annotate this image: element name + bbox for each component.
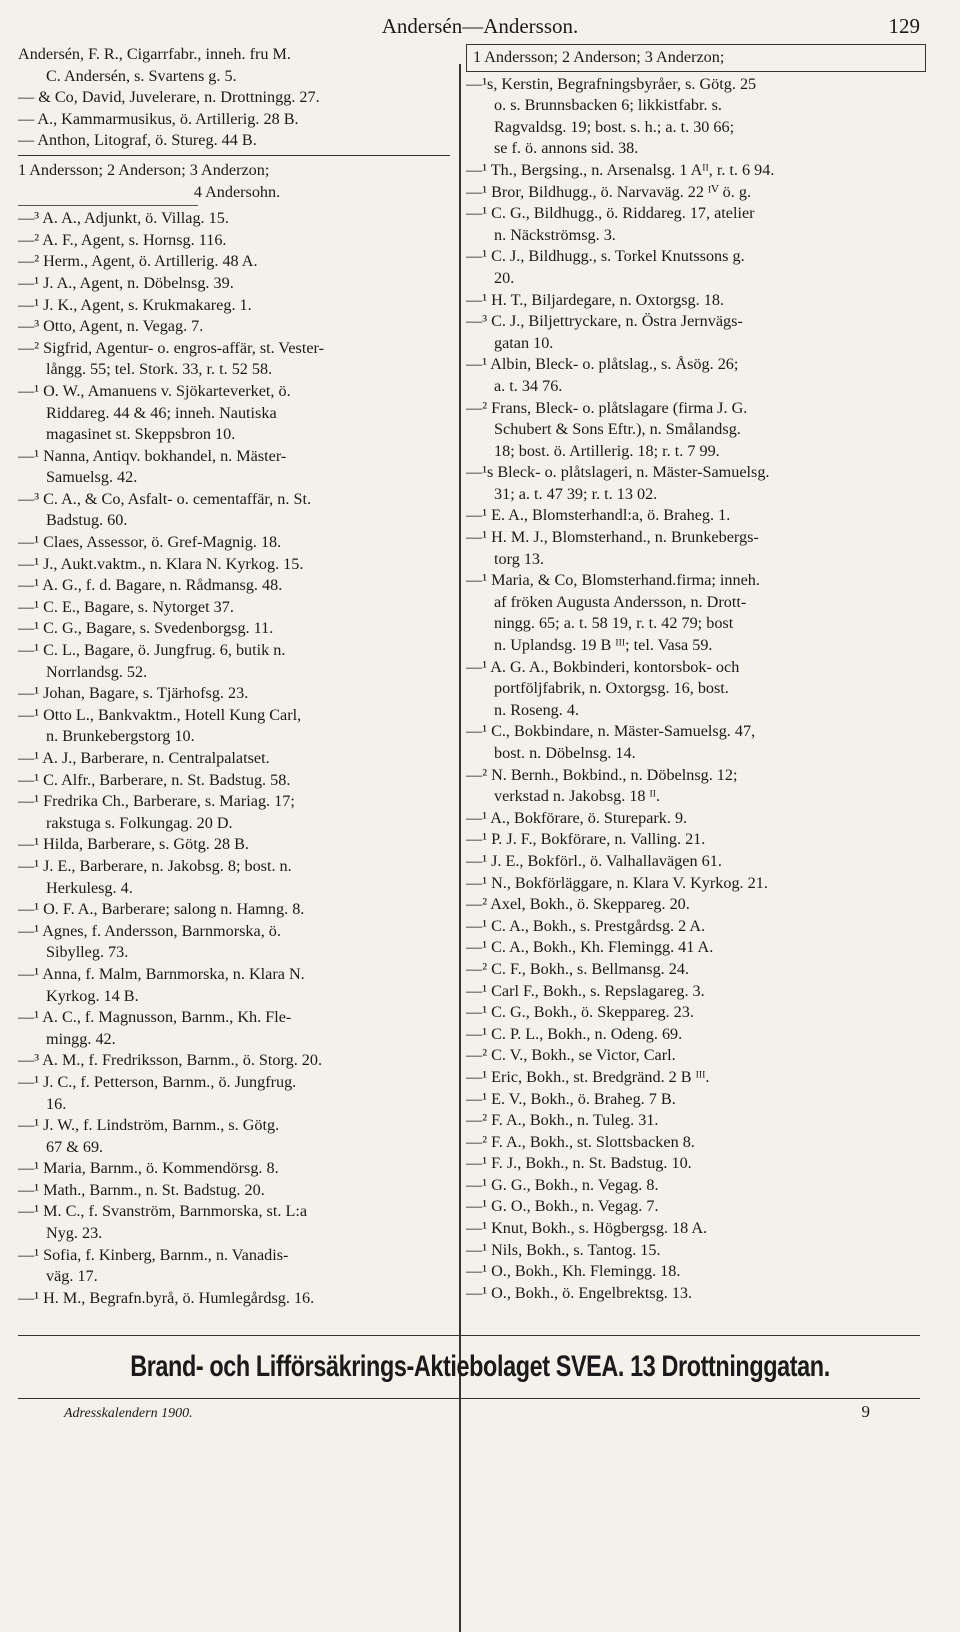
directory-entry: —¹ J. E., Barberare, n. Jakobsg. 8; bost. n.: [18, 856, 292, 875]
left-column: [18, 44, 456, 1309]
entry-continuation: n. Roseng. 4.: [494, 700, 579, 719]
directory-entry: —¹ E. V., Bokh., ö. Braheg. 7 B.: [466, 1089, 676, 1108]
directory-entry: —¹ Nanna, Antiqv. bokhandel, n. Mäster-: [18, 446, 287, 465]
entry-continuation: mingg. 42.: [46, 1029, 116, 1048]
directory-entry: —¹ P. J. F., Bokförare, n. Valling. 21.: [466, 830, 706, 849]
directory-entry: —¹ H. M., Begrafn.byrå, ö. Humlegårdsg. 16.: [18, 1288, 315, 1307]
directory-entry: —¹ C. J., Bildhugg., s. Torkel Knutssons g.: [466, 247, 745, 266]
footer-publication: Adresskalendern 1900.: [64, 1406, 193, 1421]
directory-entry: —² Axel, Bokh., ö. Skeppareg. 20.: [466, 895, 690, 914]
directory-entry: —² Frans, Bleck- o. plåtslagare (firma J. G.: [466, 398, 748, 417]
directory-entry: —¹ Agnes, f. Andersson, Barnmorska, ö.: [18, 921, 281, 940]
directory-entry: —¹ G. O., Bokh., n. Vegag. 7.: [466, 1197, 659, 1216]
entry-continuation: Herkulesg. 4.: [46, 878, 133, 897]
directory-entry: —¹ C. E., Bagare, s. Nytorget 37.: [18, 597, 234, 616]
directory-entry: —¹ A. J., Barberare, n. Centralpalatset.: [18, 749, 270, 767]
directory-entry: —¹ Fredrika Ch., Barberare, s. Mariag. 17;: [18, 792, 295, 811]
directory-entry: —¹ Maria, & Co, Blomsterhand.firma; inneh.: [466, 571, 760, 590]
directory-entry: —¹ O. F. A., Barberare; salong n. Hamng. 8.: [18, 900, 305, 919]
section-rule: [18, 155, 450, 156]
directory-entry: —¹ C. A., Bokh., Kh. Flemingg. 41 A.: [466, 938, 714, 957]
directory-entry: —¹ O. W., Amanuens v. Sjökarteverket, ö.: [18, 381, 291, 400]
page-title: Andersén—Andersson.: [381, 14, 579, 38]
directory-entry: —³ C. A., & Co, Asfalt- o. cementaffär, n. St.: [18, 489, 311, 508]
entry-continuation: långg. 55; tel. Stork. 33, r. t. 52 58.: [46, 360, 273, 379]
directory-entry: —² Sigfrid, Agentur- o. engros-affär, st. Vester-: [18, 338, 324, 357]
directory-entry: —¹s, Kerstin, Begrafningsbyråer, s. Götg. 25: [466, 74, 757, 93]
directory-entry: —¹ J. C., f. Petterson, Barnm., ö. Jungfrug.: [18, 1072, 297, 1091]
directory-entry: —¹ N., Bokförläggare, n. Klara V. Kyrkog. 21.: [466, 873, 768, 892]
directory-entry: —¹ H. M. J., Blomsterhand., n. Brunkebergs-: [466, 528, 759, 547]
directory-entry: —¹ Hilda, Barberare, s. Götg. 28 B.: [18, 835, 249, 854]
directory-entry: —¹ M. C., f. Svanström, Barnmorska, st. L:a: [18, 1202, 308, 1221]
directory-entry: —¹ Math., Barnm., n. St. Badstug. 20.: [18, 1180, 265, 1199]
entry-continuation: portföljfabrik, n. Oxtorgsg. 16, bost.: [494, 679, 729, 698]
directory-entry: —¹ J. A., Agent, n. Döbelnsg. 39.: [18, 273, 234, 292]
entry-continuation: Samuelsg. 42.: [46, 468, 138, 487]
directory-entry: —¹ J. W., f. Lindström, Barnm., s. Götg.: [18, 1116, 280, 1135]
directory-entry: —¹ C. G., Bildhugg., ö. Riddareg. 17, atelier: [466, 204, 755, 223]
directory-entry: —¹ A. C., f. Magnusson, Barnm., Kh. Fle-: [18, 1008, 292, 1027]
directory-entry: —¹ Maria, Barnm., ö. Kommendörsg. 8.: [18, 1159, 279, 1178]
entry-continuation: väg. 17.: [46, 1267, 98, 1286]
directory-entry: —¹ A., Bokförare, ö. Sturepark. 9.: [466, 808, 688, 827]
directory-entry: —¹ C., Bokbindare, n. Mäster-Samuelsg. 47,: [466, 722, 756, 741]
entry-continuation: Norrlandsg. 52.: [46, 662, 148, 681]
directory-entry: —¹ Claes, Assessor, ö. Gref-Magnig. 18.: [18, 533, 282, 552]
directory-entry: —¹ C. P. L., Bokh., n. Odeng. 69.: [466, 1024, 683, 1043]
directory-entry: —² C. F., Bokh., s. Bellmansg. 24.: [466, 959, 690, 978]
entry-continuation: C. Andersén, s. Svartens g. 5.: [46, 66, 237, 85]
directory-entry: —¹ Johan, Bagare, s. Tjärhofsg. 23.: [18, 684, 249, 703]
entry-continuation: Ragvaldsg. 19; bost. s. h.; a. t. 30 66;: [494, 117, 735, 136]
entry-continuation: se f. ö. annons sid. 38.: [494, 139, 639, 158]
directory-entry: —¹ Carl F., Bokh., s. Repslagareg. 3.: [466, 981, 705, 1000]
right-column: [466, 44, 926, 1304]
advertisement-banner: Brand- och Lifförsäkrings-Aktiebolaget SVEA. 13 Drottninggatan.: [130, 1350, 830, 1383]
directory-entry: —³ A. A., Adjunkt, ö. Villag. 15.: [18, 209, 229, 228]
entry-continuation: a. t. 34 76.: [494, 376, 563, 395]
directory-entry: —¹ Albin, Bleck- o. plåtslag., s. Åsög. 26;: [466, 355, 739, 374]
ad-divider: [18, 1335, 920, 1336]
directory-entry: 1 Andersson; 2 Anderson; 3 Anderzon;: [18, 160, 270, 179]
entry-continuation: 67 & 69.: [46, 1137, 104, 1156]
directory-entry: —¹ O., Bokh., Kh. Flemingg. 18.: [466, 1262, 681, 1281]
entry-continuation: 31; a. t. 47 39; r. t. 13 02.: [494, 484, 658, 503]
entry-continuation: 18; bost. ö. Artillerig. 18; r. t. 7 99.: [494, 441, 720, 460]
entry-continuation: torg 13.: [494, 549, 545, 568]
entry-continuation: 20.: [494, 268, 515, 287]
footer-divider: [18, 1398, 920, 1399]
column-divider: [459, 64, 461, 1632]
entry-continuation: Kyrkog. 14 B.: [46, 986, 139, 1005]
directory-entry: —¹ Eric, Bokh., st. Bredgränd. 2 B ᴵᴵᴵ.: [466, 1067, 710, 1086]
entry-continuation: verkstad n. Jakobsg. 18 ᴵᴵ.: [494, 787, 661, 806]
entry-continuation: 16.: [46, 1094, 67, 1113]
name-variants-box: 1 Andersson; 2 Anderson; 3 Anderzon;: [466, 44, 926, 72]
directory-entry: —¹ C. G., Bokh., ö. Skeppareg. 23.: [466, 1003, 694, 1022]
footer-signature-number: 9: [861, 1402, 870, 1421]
directory-entry: —¹ E. A., Blomsterhandl:a, ö. Braheg. 1.: [466, 506, 731, 525]
directory-entry: —¹ Th., Bergsing., n. Arsenalsg. 1 Aᴵᴵ, r. t. 6 94.: [466, 160, 775, 179]
directory-entry: — & Co, David, Juvelerare, n. Drottningg. 27.: [18, 88, 320, 107]
directory-entry: —¹ G. G., Bokh., n. Vegag. 8.: [466, 1175, 659, 1194]
directory-entry: —³ C. J., Biljettryckare, n. Östra Jernvägs-: [466, 312, 743, 331]
entry-continuation: Schubert & Sons Eftr.), n. Smålandsg.: [494, 420, 741, 439]
entry-continuation: gatan 10.: [494, 333, 554, 352]
directory-entry: —¹ H. T., Biljardegare, n. Oxtorgsg. 18.: [466, 290, 724, 309]
directory-entry: —¹ J., Aukt.vaktm., n. Klara N. Kyrkog. 15.: [18, 554, 304, 573]
directory-entry: —¹ Otto L., Bankvaktm., Hotell Kung Carl,: [18, 705, 302, 724]
entry-continuation: Riddareg. 44 & 46; inneh. Nautiska: [46, 403, 277, 422]
entry-continuation: Nyg. 23.: [46, 1224, 103, 1243]
entry-continuation: rakstuga s. Folkungag. 20 D.: [46, 813, 233, 832]
directory-entry: —¹ C. A., Bokh., s. Prestgårdsg. 2 A.: [466, 916, 706, 935]
directory-entry: —¹ Anna, f. Malm, Barnmorska, n. Klara N.: [18, 964, 305, 983]
directory-entry: —² C. V., Bokh., se Victor, Carl.: [466, 1046, 676, 1065]
entry-continuation: bost. n. Döbelnsg. 14.: [494, 744, 636, 762]
directory-entry: —² Herm., Agent, ö. Artillerig. 48 A.: [18, 252, 258, 271]
directory-entry: —¹s Bleck- o. plåtslageri, n. Mäster-Samuelsg.: [466, 463, 770, 482]
entry-continuation: Badstug. 60.: [46, 511, 128, 530]
directory-entry: —¹ O., Bokh., ö. Engelbrektsg. 13.: [466, 1283, 693, 1302]
directory-entry: —³ Otto, Agent, n. Vegag. 7.: [18, 317, 204, 336]
directory-entry: —¹ F. J., Bokh., n. St. Badstug. 10.: [466, 1154, 692, 1173]
directory-entry: Andersén, F. R., Cigarrfabr., inneh. fru M.: [18, 45, 291, 63]
page-header: [40, 10, 920, 40]
page-number: 129: [888, 14, 920, 38]
entry-continuation: magasinet st. Skeppsbron 10.: [46, 425, 236, 444]
directory-entry: —¹ Knut, Bokh., s. Högbergsg. 18 A.: [466, 1219, 708, 1238]
directory-entry: —¹ C. Alfr., Barberare, n. St. Badstug. 58.: [18, 770, 291, 789]
directory-entry: —² N. Bernh., Bokbind., n. Döbelnsg. 12;: [466, 765, 738, 784]
directory-entry: —² F. A., Bokh., st. Slottsbacken 8.: [466, 1132, 695, 1151]
directory-entry: —¹ C. L., Bagare, ö. Jungfrug. 6, butik n.: [18, 641, 286, 660]
directory-entry: — A., Kammarmusikus, ö. Artillerig. 28 B.: [18, 109, 299, 128]
entry-continuation: o. s. Brunnsbacken 6; likkistfabr. s.: [494, 96, 722, 115]
entry-continuation: n. Brunkebergstorg 10.: [46, 727, 195, 746]
entry-continuation: Sibylleg. 73.: [46, 943, 129, 962]
directory-entry: —³ A. M., f. Fredriksson, Barnm., ö. Storg. 20.: [18, 1051, 323, 1070]
directory-entry: —¹ Nils, Bokh., s. Tantog. 15.: [466, 1240, 661, 1259]
short-rule: [18, 205, 198, 206]
directory-entry: — Anthon, Litograf, ö. Stureg. 44 B.: [18, 131, 257, 150]
directory-entry: —¹ Sofia, f. Kinberg, Barnm., n. Vanadis-: [18, 1245, 289, 1264]
entry-continuation: n. Näckströmsg. 3.: [494, 225, 616, 244]
entry-continuation: ningg. 65; a. t. 58 19, r. t. 42 79; bost: [494, 614, 734, 633]
directory-entry: —¹ Bror, Bildhugg., ö. Narvaväg. 22 ᴵⱽ ö. g.: [466, 182, 752, 201]
directory-entry: —¹ C. G., Bagare, s. Svedenborgsg. 11.: [18, 619, 274, 638]
directory-entry: —¹ J. E., Bokförl., ö. Valhallavägen 61.: [466, 851, 722, 870]
directory-entry: —² A. F., Agent, s. Hornsg. 116.: [18, 230, 227, 249]
directory-entry: —¹ A. G., f. d. Bagare, n. Rådmansg. 48.: [18, 576, 283, 595]
directory-entry: —¹ A. G. A., Bokbinderi, kontorsbok- och: [466, 657, 740, 676]
entry-continuation: af fröken Augusta Andersson, n. Drott-: [494, 592, 747, 611]
entry-continuation: n. Uplandsg. 19 B ᴵᴵᴵ; tel. Vasa 59.: [494, 636, 713, 655]
directory-entry: —² F. A., Bokh., n. Tuleg. 31.: [466, 1111, 659, 1130]
directory-entry: 4 Andersohn.: [193, 182, 281, 201]
directory-entry: —¹ J. K., Agent, s. Krukmakareg. 1.: [18, 295, 252, 314]
